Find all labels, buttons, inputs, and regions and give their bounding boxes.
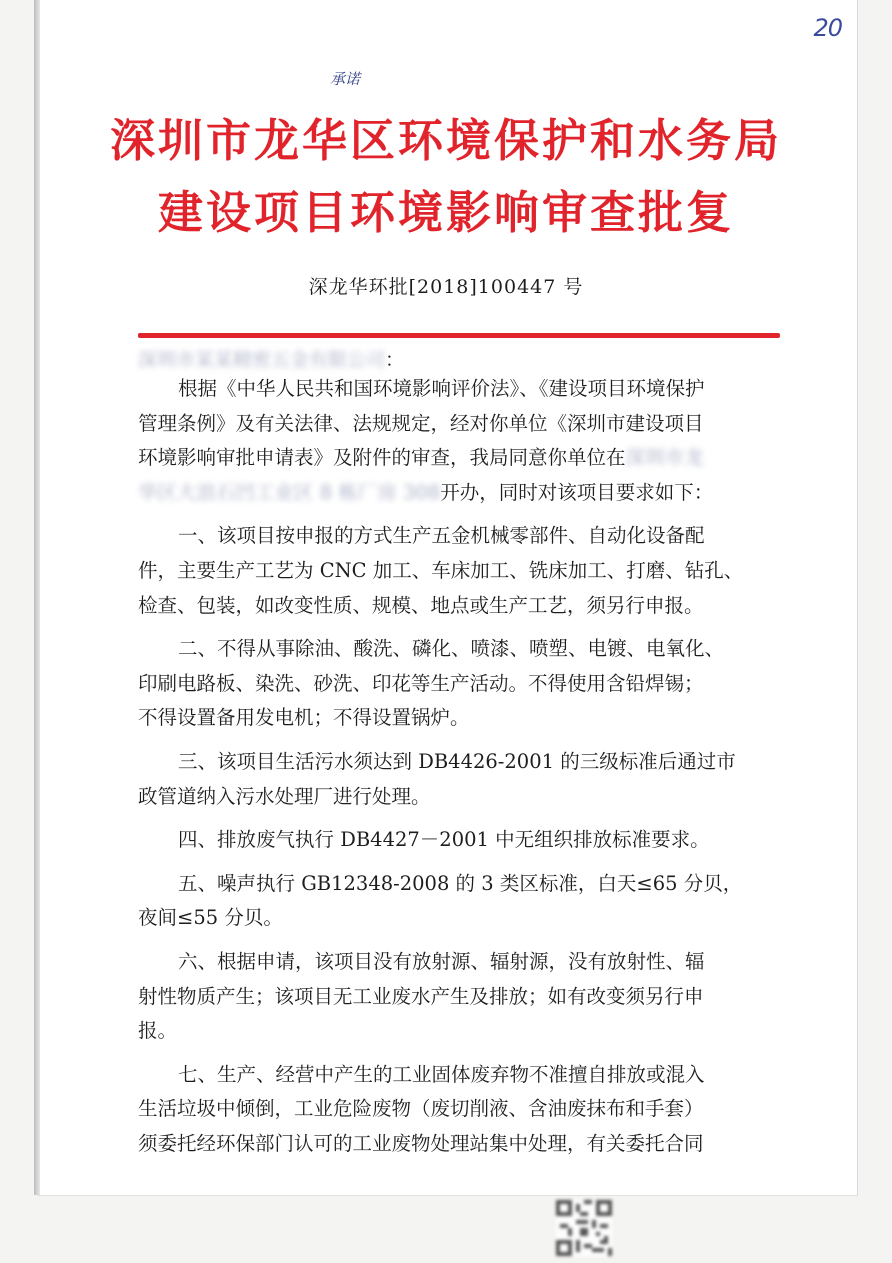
body-line: 三、该项目生活污水须达到 DB4426-2001 的三级标准后通过市 — [178, 749, 736, 773]
body-line: 五、噪声执行 GB12348-2008 的 3 类区标准，白天≤65 分贝， — [178, 871, 743, 895]
body-line: 检查、包装，如改变性质、规模、地点或生产工艺，须另行申报。 — [138, 593, 704, 617]
body-line: 射性物质产生；该项目无工业废水产生及排放；如有改变须另行申 — [138, 984, 704, 1008]
body-line: 六、根据申请，该项目没有放射源、辐射源，没有放射性、辐 — [178, 949, 705, 973]
body-line: 管理条例》及有关法律、法规规定，经对你单位《深圳市建设项目 — [138, 411, 704, 435]
body-text: 开办，同时对该项目要求如下： — [440, 480, 714, 504]
body-line: 一、该项目按申报的方式生产五金机械零部件、自动化设备配 — [178, 524, 705, 548]
body-line: 报。 — [138, 1019, 178, 1043]
body-line: 印刷电路板、染洗、砂洗、印花等生产活动。不得使用含铅焊锡； — [138, 671, 704, 695]
handwritten-annotation: 承诺 — [330, 70, 361, 88]
body-line: 四、排放废气执行 DB4427－2001 中无组织排放标准要求。 — [178, 828, 710, 852]
body-line: 七、生产、经营中产生的工业固体废弃物不准擅自排放或混入 — [178, 1062, 705, 1086]
body-line: 二、不得从事除油、酸洗、磷化、喷漆、喷塑、电镀、电氧化、 — [178, 637, 725, 661]
recipient-line — [138, 344, 404, 372]
body-line — [138, 476, 778, 511]
body-text: 环境影响审批申请表》及附件的审查，我局同意你单位在 — [138, 446, 626, 470]
body-line: 夜间≤55 分贝。 — [138, 906, 283, 930]
body-line — [138, 441, 778, 476]
document-body — [138, 372, 778, 1161]
body-line: 不得设置备用发电机；不得设置锅炉。 — [138, 706, 470, 730]
body-line: 生活垃圾中倾倒，工业危险废物（废切削液、含油废抹布和手套） — [138, 1097, 704, 1121]
page-number-handwritten: 20 — [813, 14, 842, 42]
recipient-colon: ： — [385, 348, 405, 371]
body-line: 根据《中华人民共和国环境影响评价法》、《建设项目环境保护 — [178, 377, 705, 400]
redacted-address-part1: 深圳市龙 — [625, 446, 704, 470]
body-line: 须委托经环保部门认可的工业废物处理站集中处理，有关委托合同 — [138, 1131, 704, 1155]
document-title-line2: 建设项目环境影响审查批复 — [157, 186, 734, 239]
qr-code — [556, 1200, 612, 1256]
document-number: 深龙华环批[2018]100447 号 — [308, 276, 584, 298]
recipient-redacted: 深圳市某某精密五金有限公司 — [138, 348, 386, 371]
document-title-line1: 深圳市龙华区环境保护和水务局 — [109, 114, 782, 167]
body-line: 政管道纳入污水处理厂进行处理。 — [138, 784, 431, 808]
body-line: 件，主要生产工艺为 CNC 加工、车床加工、铣床加工、打磨、钻孔、 — [138, 558, 744, 582]
redacted-address-part2: 华区大浪石凹工业区 8 栋厂房 308 — [138, 480, 441, 504]
red-divider — [138, 333, 780, 338]
